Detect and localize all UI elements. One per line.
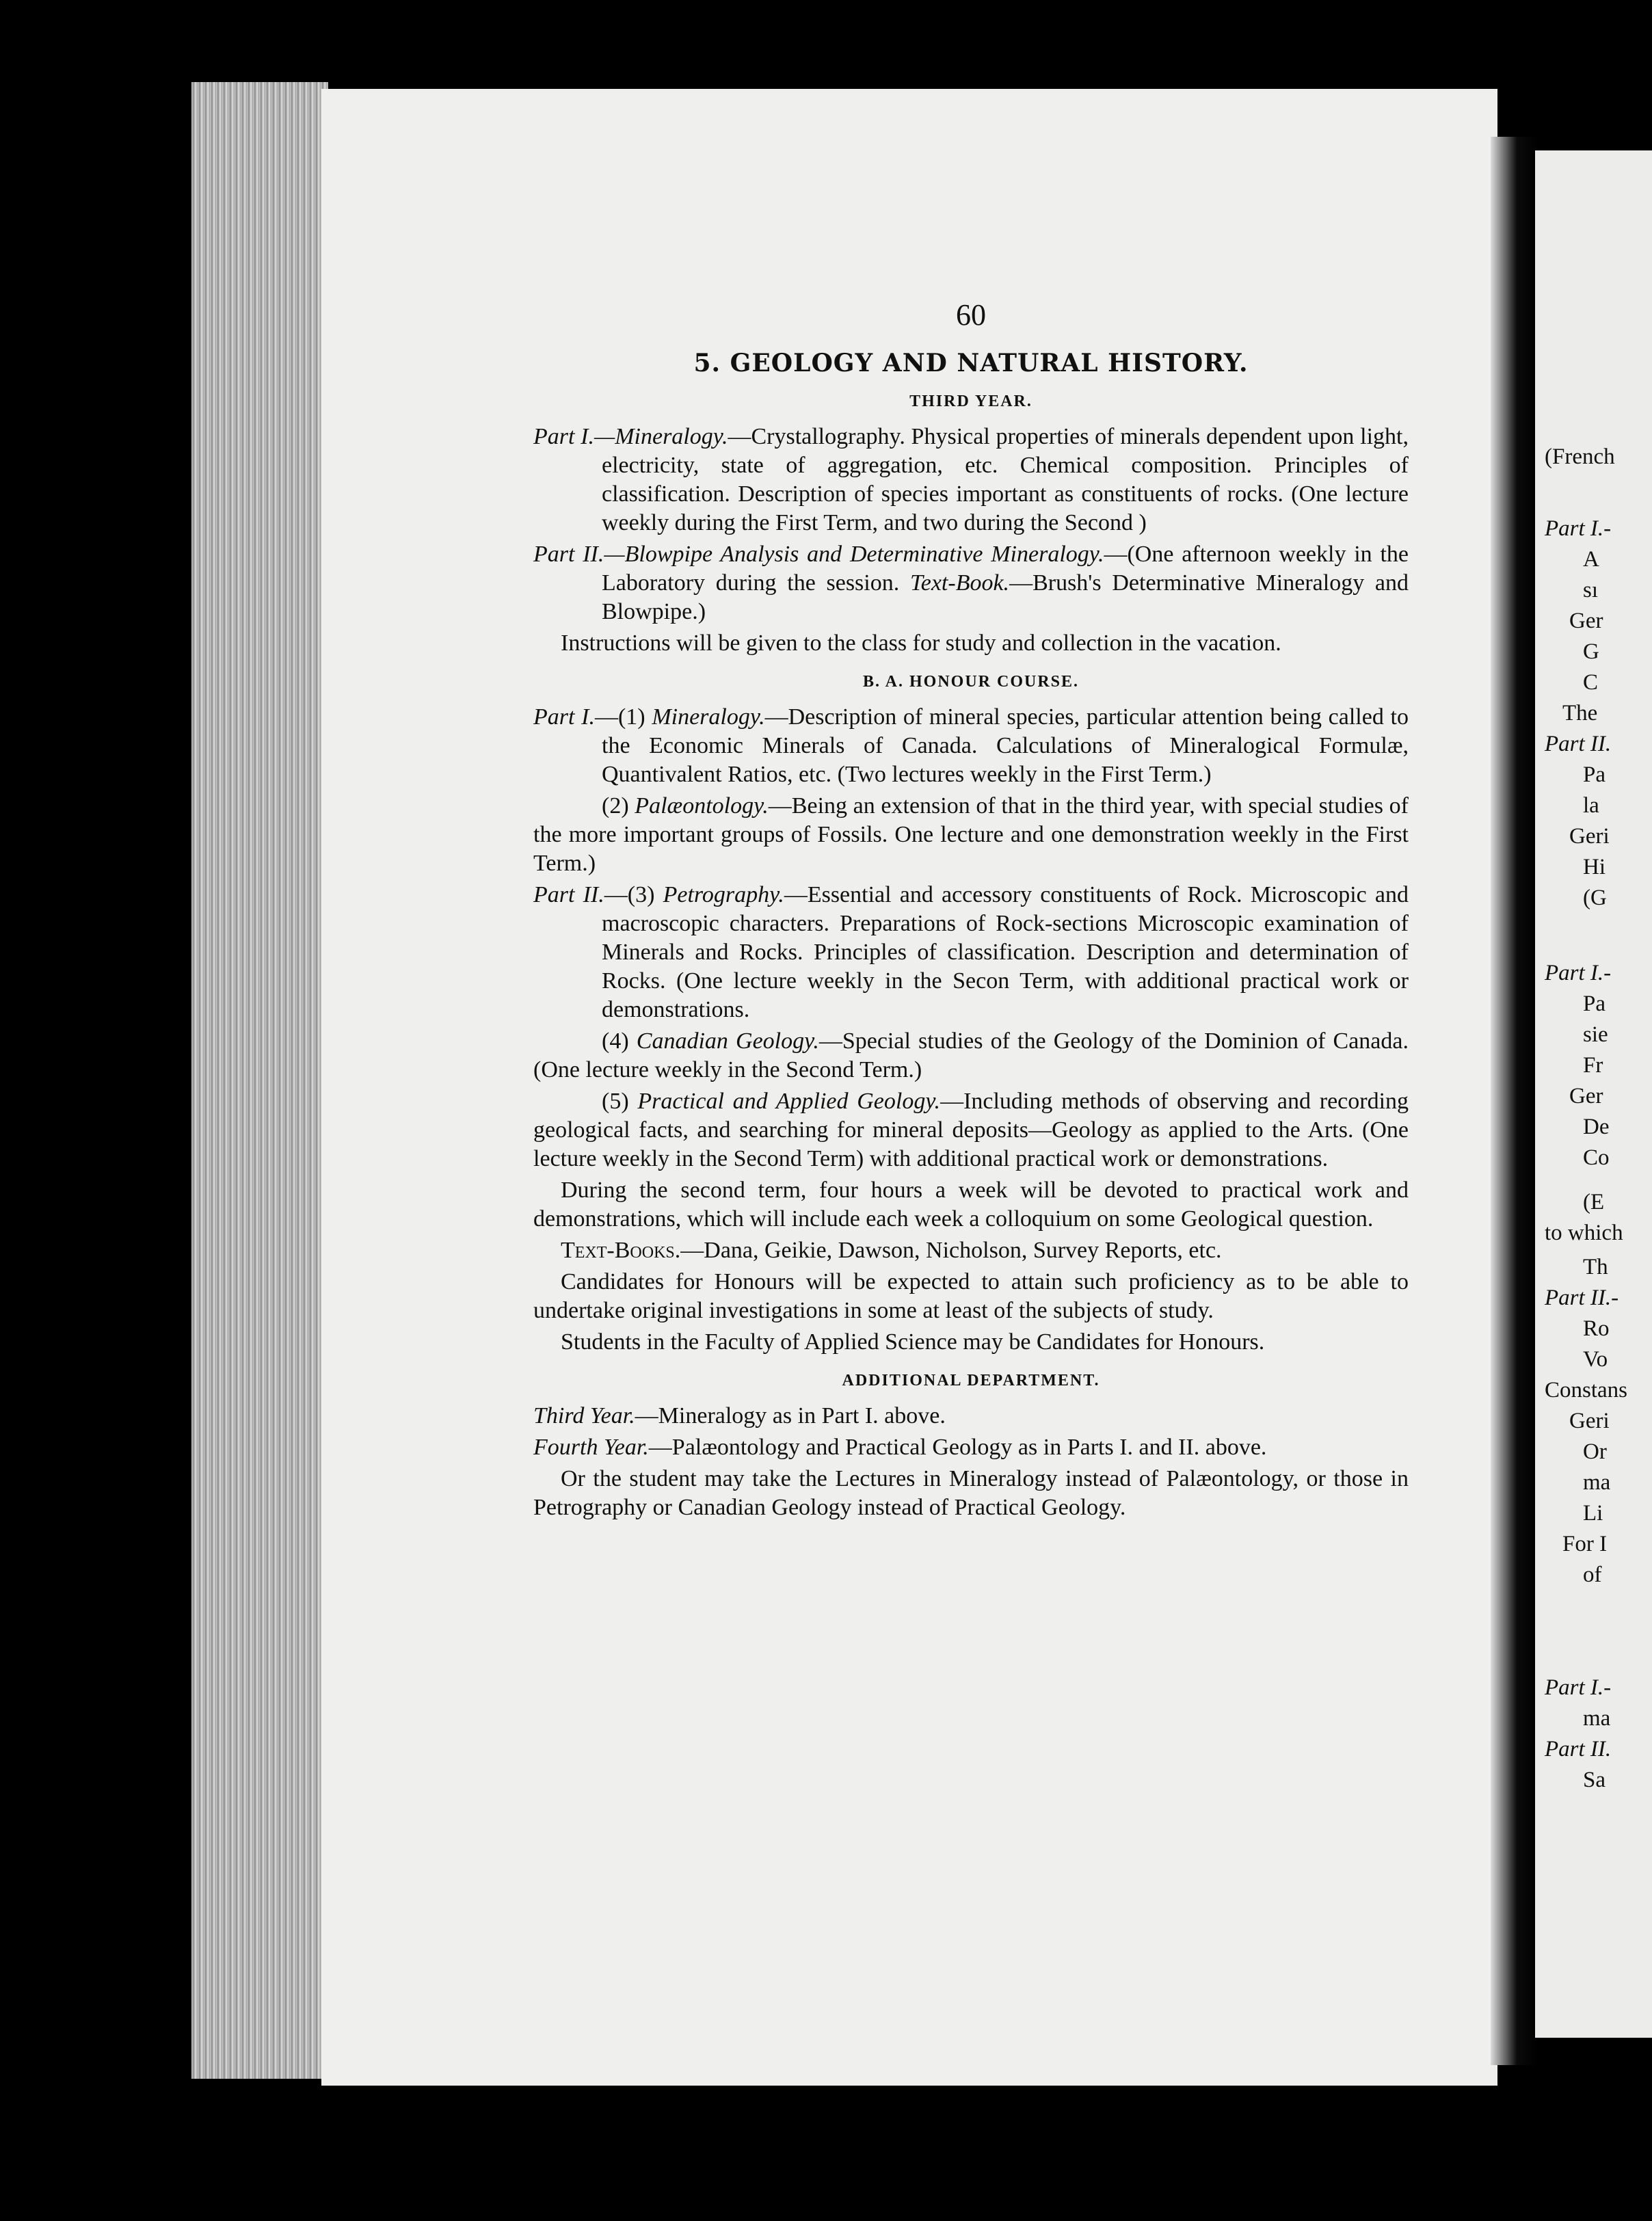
- next-page-line: Geri: [1569, 824, 1610, 849]
- next-page-line: Pa: [1583, 992, 1606, 1016]
- adjacent-page-fragment: [1535, 150, 1652, 2038]
- next-page-line: Part I.-: [1545, 516, 1612, 541]
- next-page-line: (G: [1583, 886, 1607, 910]
- next-page-line: Th: [1583, 1255, 1608, 1279]
- next-page-line: A: [1583, 547, 1599, 572]
- next-page-line: (E: [1583, 1190, 1605, 1214]
- next-page-line: sie: [1583, 1022, 1608, 1047]
- next-page-line: Or: [1583, 1439, 1607, 1464]
- next-page-line: Part II.: [1545, 1737, 1612, 1761]
- next-page-line: Ger: [1569, 1084, 1603, 1108]
- honour-textbooks: Text-Books.—Dana, Geikie, Dawson, Nicholson, Survey Reports, etc.: [561, 1238, 1222, 1263]
- honour-candidates: Candidates for Honours will be expected to attain such proficiency as to be able to undertake original investigations in some at least of the subjects of study.: [533, 1269, 1409, 1323]
- next-page-line: Sa: [1583, 1768, 1606, 1792]
- next-page-line: De: [1583, 1115, 1610, 1139]
- next-page-line: Ger: [1569, 609, 1603, 633]
- next-page-line: Fr: [1583, 1053, 1603, 1078]
- next-page-line: The: [1562, 701, 1598, 726]
- honour-part-2-petrography: Part II.—(3) Petrography.—Essential and accessory constituents of Rock. Microscopic and macroscopic characters. Preparations of Rock-sections Microscopic examination of Minerals and Rocks. Principles of classification. Description and determination of Rocks. (One lecture weekly in the Secon Term, with additional practical work or demonstrations.: [533, 882, 1409, 1022]
- next-page-line: Co: [1583, 1145, 1610, 1170]
- next-page-line: Part II.-: [1545, 1286, 1619, 1310]
- book-gutter: [1491, 137, 1538, 2065]
- additional-alternative: Or the student may take the Lectures in Mineralogy instead of Palæontology, or those in Petrography or Canadian Geology instead of Practical Geology.: [533, 1466, 1409, 1520]
- additional-third-year: Third Year.—Mineralogy as in Part I. above.: [533, 1403, 946, 1428]
- additional-department-heading: ADDITIONAL DEPARTMENT.: [842, 1372, 1100, 1389]
- next-page-line: of: [1583, 1562, 1602, 1587]
- third-year-part-2: Part II.—Blowpipe Analysis and Determinative Mineralogy.—(One afternoon weekly in the Laboratory during the session. Text-Book.—Brush's Determinative Mineralogy and Blowpipe.): [533, 542, 1409, 624]
- next-page-line: ma: [1583, 1706, 1611, 1731]
- section-heading: 5. GEOLOGY AND NATURAL HISTORY.: [693, 349, 1249, 377]
- next-page-line: Part I.-: [1545, 961, 1612, 985]
- third-year-heading: THIRD YEAR.: [909, 393, 1032, 410]
- honour-canadian-geology: (4) Canadian Geology.—Special studies of the Geology of the Dominion of Canada. (One lecture weekly in the Second Term.): [533, 1028, 1409, 1082]
- next-page-line: la: [1583, 793, 1599, 818]
- third-year-instructions: Instructions will be given to the class for study and collection in the vacation.: [561, 630, 1281, 656]
- next-page-line: Ro: [1583, 1316, 1610, 1341]
- honour-students: Students in the Faculty of Applied Science may be Candidates for Honours.: [561, 1329, 1265, 1355]
- next-page-line: G: [1583, 639, 1599, 664]
- next-page-line: Geri: [1569, 1409, 1610, 1433]
- next-page-line: Hi: [1583, 855, 1606, 879]
- honour-palaeontology: (2) Palæontology.—Being an extension of that in the third year, with special studies of the more important groups of Fossils. One lecture and one demonstration weekly in the First Term.): [533, 793, 1409, 876]
- next-page-line: sı: [1583, 578, 1599, 602]
- honour-second-term: During the second term, four hours a week will be devoted to practical work and demonstrations, which will include each week a colloquium on some Geological question.: [533, 1178, 1409, 1232]
- page-content: [533, 298, 1409, 1525]
- third-year-part-1: Part I.—Mineralogy.—Crystallography. Physical properties of minerals dependent upon light, electricity, state of aggregation, etc. Chemical composition. Principles of classification. Description of species important as constituents of rocks. (One lecture weekly during the First Term, and two during the Second ): [533, 424, 1409, 535]
- next-page-line: C: [1583, 670, 1599, 695]
- book-page-edges: [191, 82, 328, 2079]
- next-page-line: Vo: [1583, 1347, 1608, 1372]
- page-number: 60: [956, 298, 986, 332]
- next-page-line: Pa: [1583, 762, 1606, 787]
- honour-course-heading: B. A. HONOUR COURSE.: [862, 673, 1080, 691]
- next-page-line: Part I.-: [1545, 1675, 1612, 1700]
- honour-practical-geology: (5) Practical and Applied Geology.—Including methods of observing and recording geological facts, and searching for mineral deposits—Geology as applied to the Arts. (One lecture weekly in the Second Term) with additional practical work or demonstrations.: [533, 1089, 1409, 1171]
- next-page-line: Constans: [1545, 1378, 1628, 1402]
- next-page-line: (French: [1545, 444, 1615, 469]
- next-page-line: Part II.: [1545, 732, 1612, 756]
- honour-part-1-mineralogy: Part I.—(1) Mineralogy.—Description of mineral species, particular attention being called to the Economic Minerals of Canada. Calculations of Mineralogical Formulæ, Quantivalent Ratios, etc. (Two lectures weekly in the First Term.): [533, 704, 1409, 787]
- next-page-line: For I: [1562, 1532, 1608, 1556]
- next-page-line: Li: [1583, 1501, 1603, 1526]
- next-page-line: ma: [1583, 1470, 1611, 1495]
- next-page-line: to which: [1545, 1221, 1623, 1245]
- additional-fourth-year: Fourth Year.—Palæontology and Practical Geology as in Parts I. and II. above.: [533, 1435, 1267, 1460]
